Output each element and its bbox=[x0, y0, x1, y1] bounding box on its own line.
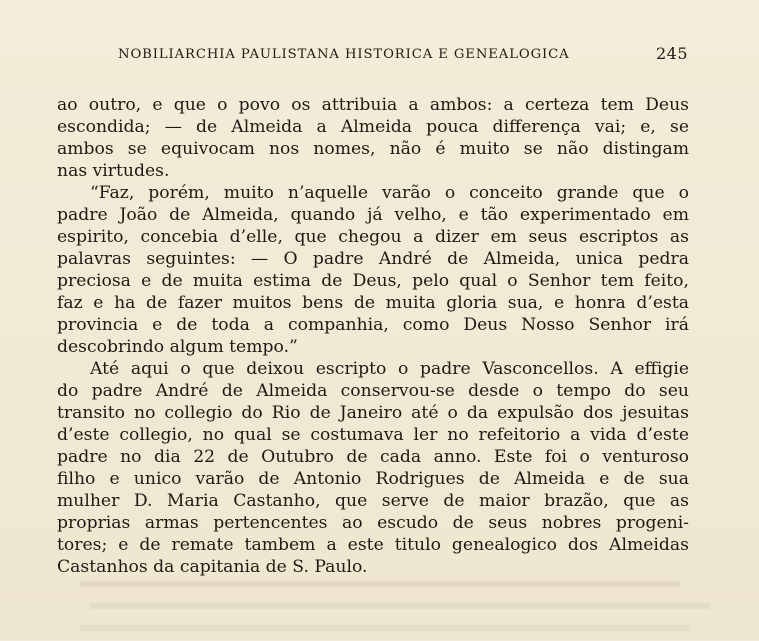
text-line: espirito, concebia d’elle, que chegou a dizer em seus escriptos as bbox=[57, 227, 689, 247]
page-body-text bbox=[57, 94, 689, 578]
text-line: provincia e de toda a companhia, como Deus Nosso Senhor irá bbox=[57, 315, 689, 335]
text-line: preciosa e de muita estima de Deus, pelo qual o Senhor tem feito, bbox=[57, 271, 689, 291]
text-line: padre no dia 22 de Outubro de cada anno. Este foi o venturoso bbox=[57, 447, 689, 467]
text-line: “Faz, porém, muito n’aquelle varão o conceito grande que o bbox=[90, 183, 689, 203]
page-number: 245 bbox=[655, 44, 688, 63]
text-line: filho e unico varão de Antonio Rodrigues de Almeida e de sua bbox=[57, 469, 689, 489]
paragraph-2 bbox=[57, 182, 689, 358]
running-title: NOBILIARCHIA PAULISTANA HISTORICA E GENEALOGICA bbox=[118, 47, 570, 62]
text-line: escondida; — de Almeida a Almeida pouca differença vai; e, se bbox=[57, 117, 689, 137]
text-line: descobrindo algum tempo.” bbox=[57, 337, 298, 357]
text-line: do padre André de Almeida conservou-se desde o tempo do seu bbox=[57, 381, 689, 401]
text-line: Até aqui o que deixou escripto o padre Vasconcellos. A effigie bbox=[90, 359, 689, 379]
text-line: ambos se equivocam nos nomes, não é muito se não distingam bbox=[57, 139, 689, 159]
text-line: proprias armas pertencentes ao escudo de seus nobres progeni- bbox=[57, 513, 689, 533]
text-line: faz e ha de fazer muitos bens de muita gloria sua, e honra d’esta bbox=[57, 293, 689, 313]
text-line: Castanhos da capitania de S. Paulo. bbox=[57, 557, 368, 577]
paragraph-3 bbox=[57, 358, 689, 578]
text-line: nas virtudes. bbox=[57, 161, 170, 181]
running-header bbox=[118, 44, 688, 66]
paragraph-1 bbox=[57, 94, 689, 182]
show-through-shadow bbox=[80, 575, 720, 641]
text-line: palavras seguintes: — O padre André de Almeida, unica pedra bbox=[57, 249, 689, 269]
text-line: transito no collegio do Rio de Janeiro até o da expulsão dos jesuitas bbox=[57, 403, 689, 423]
text-line: ao outro, e que o povo os attribuia a ambos: a certeza tem Deus bbox=[57, 95, 689, 115]
text-line: padre João de Almeida, quando já velho, e tão experimentado em bbox=[57, 205, 689, 225]
show-through-texture bbox=[80, 575, 720, 635]
text-line: mulher D. Maria Castanho, que serve de maior brazão, que as bbox=[57, 491, 689, 511]
text-line: tores; e de remate tambem a este titulo genealogico dos Almeidas bbox=[57, 535, 689, 555]
text-line: d’este collegio, no qual se costumava ler no refeitorio a vida d’este bbox=[57, 425, 689, 445]
